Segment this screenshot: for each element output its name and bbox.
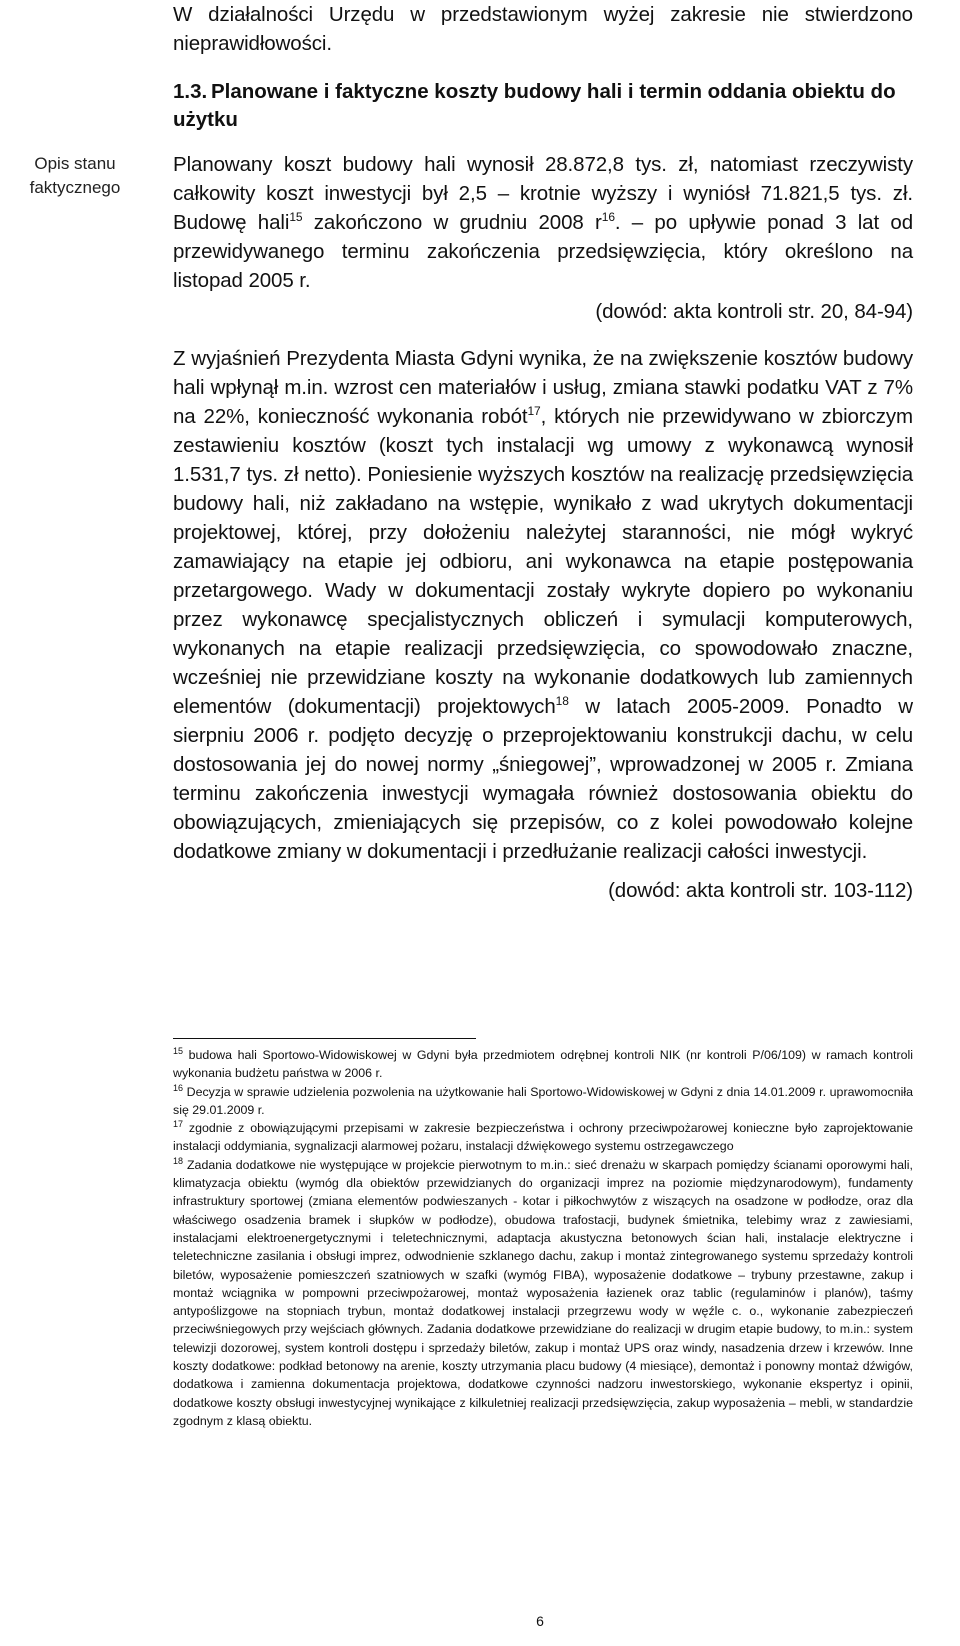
- section-number: 1.3.: [173, 80, 208, 103]
- footnote-text: budowa hali Sportowo-Widowiskowej w Gdyni była przedmiotem odrębnej kontroli NIK (nr kontroli P/06/109) w ramach kontroli wykonania budżetu państwa w 2006 r.: [173, 1048, 913, 1081]
- paragraph2-text-b: , których nie przewidywano w zbiorczym zestawieniu kosztów (koszt tych instalacji wg umowy z wykonawcą wynosił 1.531,7 tys. zł netto). Poniesienie wyższych kosztów na realizację przedsięwzięcia budowy hali, niż zakładano na wstępie, wynikało z wad ukrytych dokumentacji projektowej, której, przy dołożeniu należytej staranności, nie mógł wykryć zamawiający na etapie jej odbioru, ani wykonawca na etapie postępowania przetargowego. Wady w dokumentacji zostały wykryte dopiero po wykonaniu przez wykonawcę specjalistycznych obliczeń i symulacji komputerowych, wykonanych na etapie realizacji przedsięwzięcia, co spowodowało znaczne, wcześniej nie przewidziane koszty na wykonanie dodatkowych lub zamiennych elementów (dokumentacji) projektowych: [173, 405, 913, 718]
- paragraph2-text-a: Z wyjaśnień Prezydenta Miasta Gdyni wynika, że na zwiększenie kosztów budowy hali wpłynął m.in. wzrost cen materiałów i usług, zmiana stawki podatku VAT z 7% na 22%, konieczność wykonania robót: [173, 347, 913, 428]
- paragraph-explanations: [173, 344, 913, 866]
- footnote-number: 15: [173, 1046, 184, 1056]
- footnote-17: [173, 1119, 913, 1156]
- section-heading: [173, 78, 913, 134]
- paragraph-planned-costs: [173, 150, 913, 905]
- footnote-ref-17: 17: [527, 404, 541, 418]
- footnote-number: 16: [173, 1082, 184, 1093]
- margin-note: Opis stanu faktycznego: [29, 154, 121, 197]
- footnote-16: [173, 1083, 913, 1120]
- footnote-ref-18: 18: [555, 694, 569, 708]
- section-title: Planowane i faktyczne koszty budowy hali i termin oddania obiektu do użytku: [173, 80, 896, 131]
- footnote-separator: [173, 1038, 476, 1039]
- footnote-15: [173, 1046, 913, 1083]
- paragraph1-text-a: Planowany koszt budowy hali wynosił 28.872,8 tys. zł, natomiast rzeczywisty całkowity koszt inwestycji był 2,5 – krotnie wyższy i wyniósł 71.821,5 tys. zł. Budowę hali: [173, 153, 913, 234]
- footnote-number: 18: [173, 1155, 184, 1166]
- footnote-18: [173, 1156, 913, 1430]
- paragraph1-text-b: zakończono w grudniu 2008 r: [302, 211, 602, 234]
- footnote-number: 17: [173, 1119, 184, 1130]
- paragraph1-text-c: . – po upływie ponad 3 lat od przewidywanego terminu zakończenia przedsięwzięcia, który określono na listopad 2005 r.: [173, 211, 913, 292]
- footnote-ref-16: 16: [601, 210, 615, 224]
- page-number: 6: [536, 1613, 544, 1629]
- intro-paragraph: W działalności Urzędu w przedstawionym wyżej zakresie nie stwierdzono nieprawidłowości.: [173, 3, 913, 55]
- footnotes: [173, 1046, 913, 1430]
- evidence-citation-2: (dowód: akta kontroli str. 103-112): [608, 879, 913, 902]
- footnote-ref-15: 15: [289, 210, 303, 224]
- paragraph2-text-c: w latach 2005-2009. Ponadto w sierpniu 2006 r. podjęto decyzję o przeprojektowaniu konstrukcji dachu, w celu dostosowania jej do nowej normy „śniegowej”, wprowadzonej w 2005 r. Zmiana terminu zakończenia inwestycji wymagała również dostosowania obiektu do obowiązujących, zmieniających się przepisów, co z kolei powodowało kolejne dodatkowe zmiany w dokumentacji i przedłużanie realizacji całości inwestycji.: [173, 695, 914, 863]
- footnote-text: zgodnie z obowiązującymi przepisami w zakresie bezpieczeństwa i ochrony przeciwpożarowej konieczne było zaprojektowanie instalacji oddymiania, sygnalizacji alarmowej pożaru, instalacji dźwiękowego systemu ostrzegawczego: [173, 1121, 913, 1154]
- evidence-citation-1: (dowód: akta kontroli str. 20, 84-94): [595, 300, 913, 323]
- footnote-text: Zadania dodatkowe nie występujące w projekcie pierwotnym to m.in.: sieć drenażu w skarpach pomiędzy ścianami oporowymi hali, klimatyzacja obiektu (wymóg dla obiektów przewidzianych do organizacji imprez na poziomie międzynarodowym), fundamenty infrastruktury sportowej (zmiana elementów podwieszanych - kotar i piłkochwytów z wiszących na osadzone w podłodze, oraz dla właściwego osadzenia bramek i słupków w podłodze), obudowa trafostacji, budynek śmietnika, telebimy wraz z zawiesiami, instalacjami elektroenergetycznymi i teletechnicznymi, adaptacja akustyczna betonowych ścian hali, instalacje elektryczne i teletechniczne zasilania i obsługi imprez, odwodnienie szklanego dachu, zakup i montaż zintegrowanego systemu sprzedaży kontroli biletów, wyposażenie pomieszczeń szatniowych w szafki (wymóg FIBA), wyposażenie dodatkowe – trybuny przestawne, zakup i montaż wciągnika w pompowni przeciwpożarowej, montaż wyposażenia łazienek oraz tablic (regulaminów i planów), taśmy antypoślizgowe na stopniach trybun, montaż dodatkowej instalacji przegrzewu wody w węźle c. o., wykonanie zabezpieczeń przeciwśniegowych przy wejściach głównych. Zadania dodatkowe przewidziane do realizacji w drugim etapie budowy, to m.in.: system telewizji dozorowej, system kontroli dostępu i sprzedaży biletów, zakup i montaż UPS oraz windy, nasadzenia drzew i krzewów. Inne koszty dodatkowe: podkład betonowy na arenie, koszty utrzymania placu budowy (4 miesiące), demontaż i ponowny montaż dźwigów, dodatkowa i zamienna dokumentacja projektowa, dodatkowe czynności nadzoru inwestorskiego, wykonanie ekspertyz i opinii, dodatkowe koszty obsługi inwestycyjnej wynikające z kilkuletniej realizacji przedsięwzięcia, zakup wyposażenia – mebli, w standardzie zgodnym z klasą obiektu.: [173, 1157, 913, 1428]
- footnote-text: Decyzja w sprawie udzielenia pozwolenia na użytkowanie hali Sportowo-Widowiskowej w Gdyni z dnia 14.01.2009 r. uprawomocniła się 29.01.2009 r.: [173, 1084, 913, 1117]
